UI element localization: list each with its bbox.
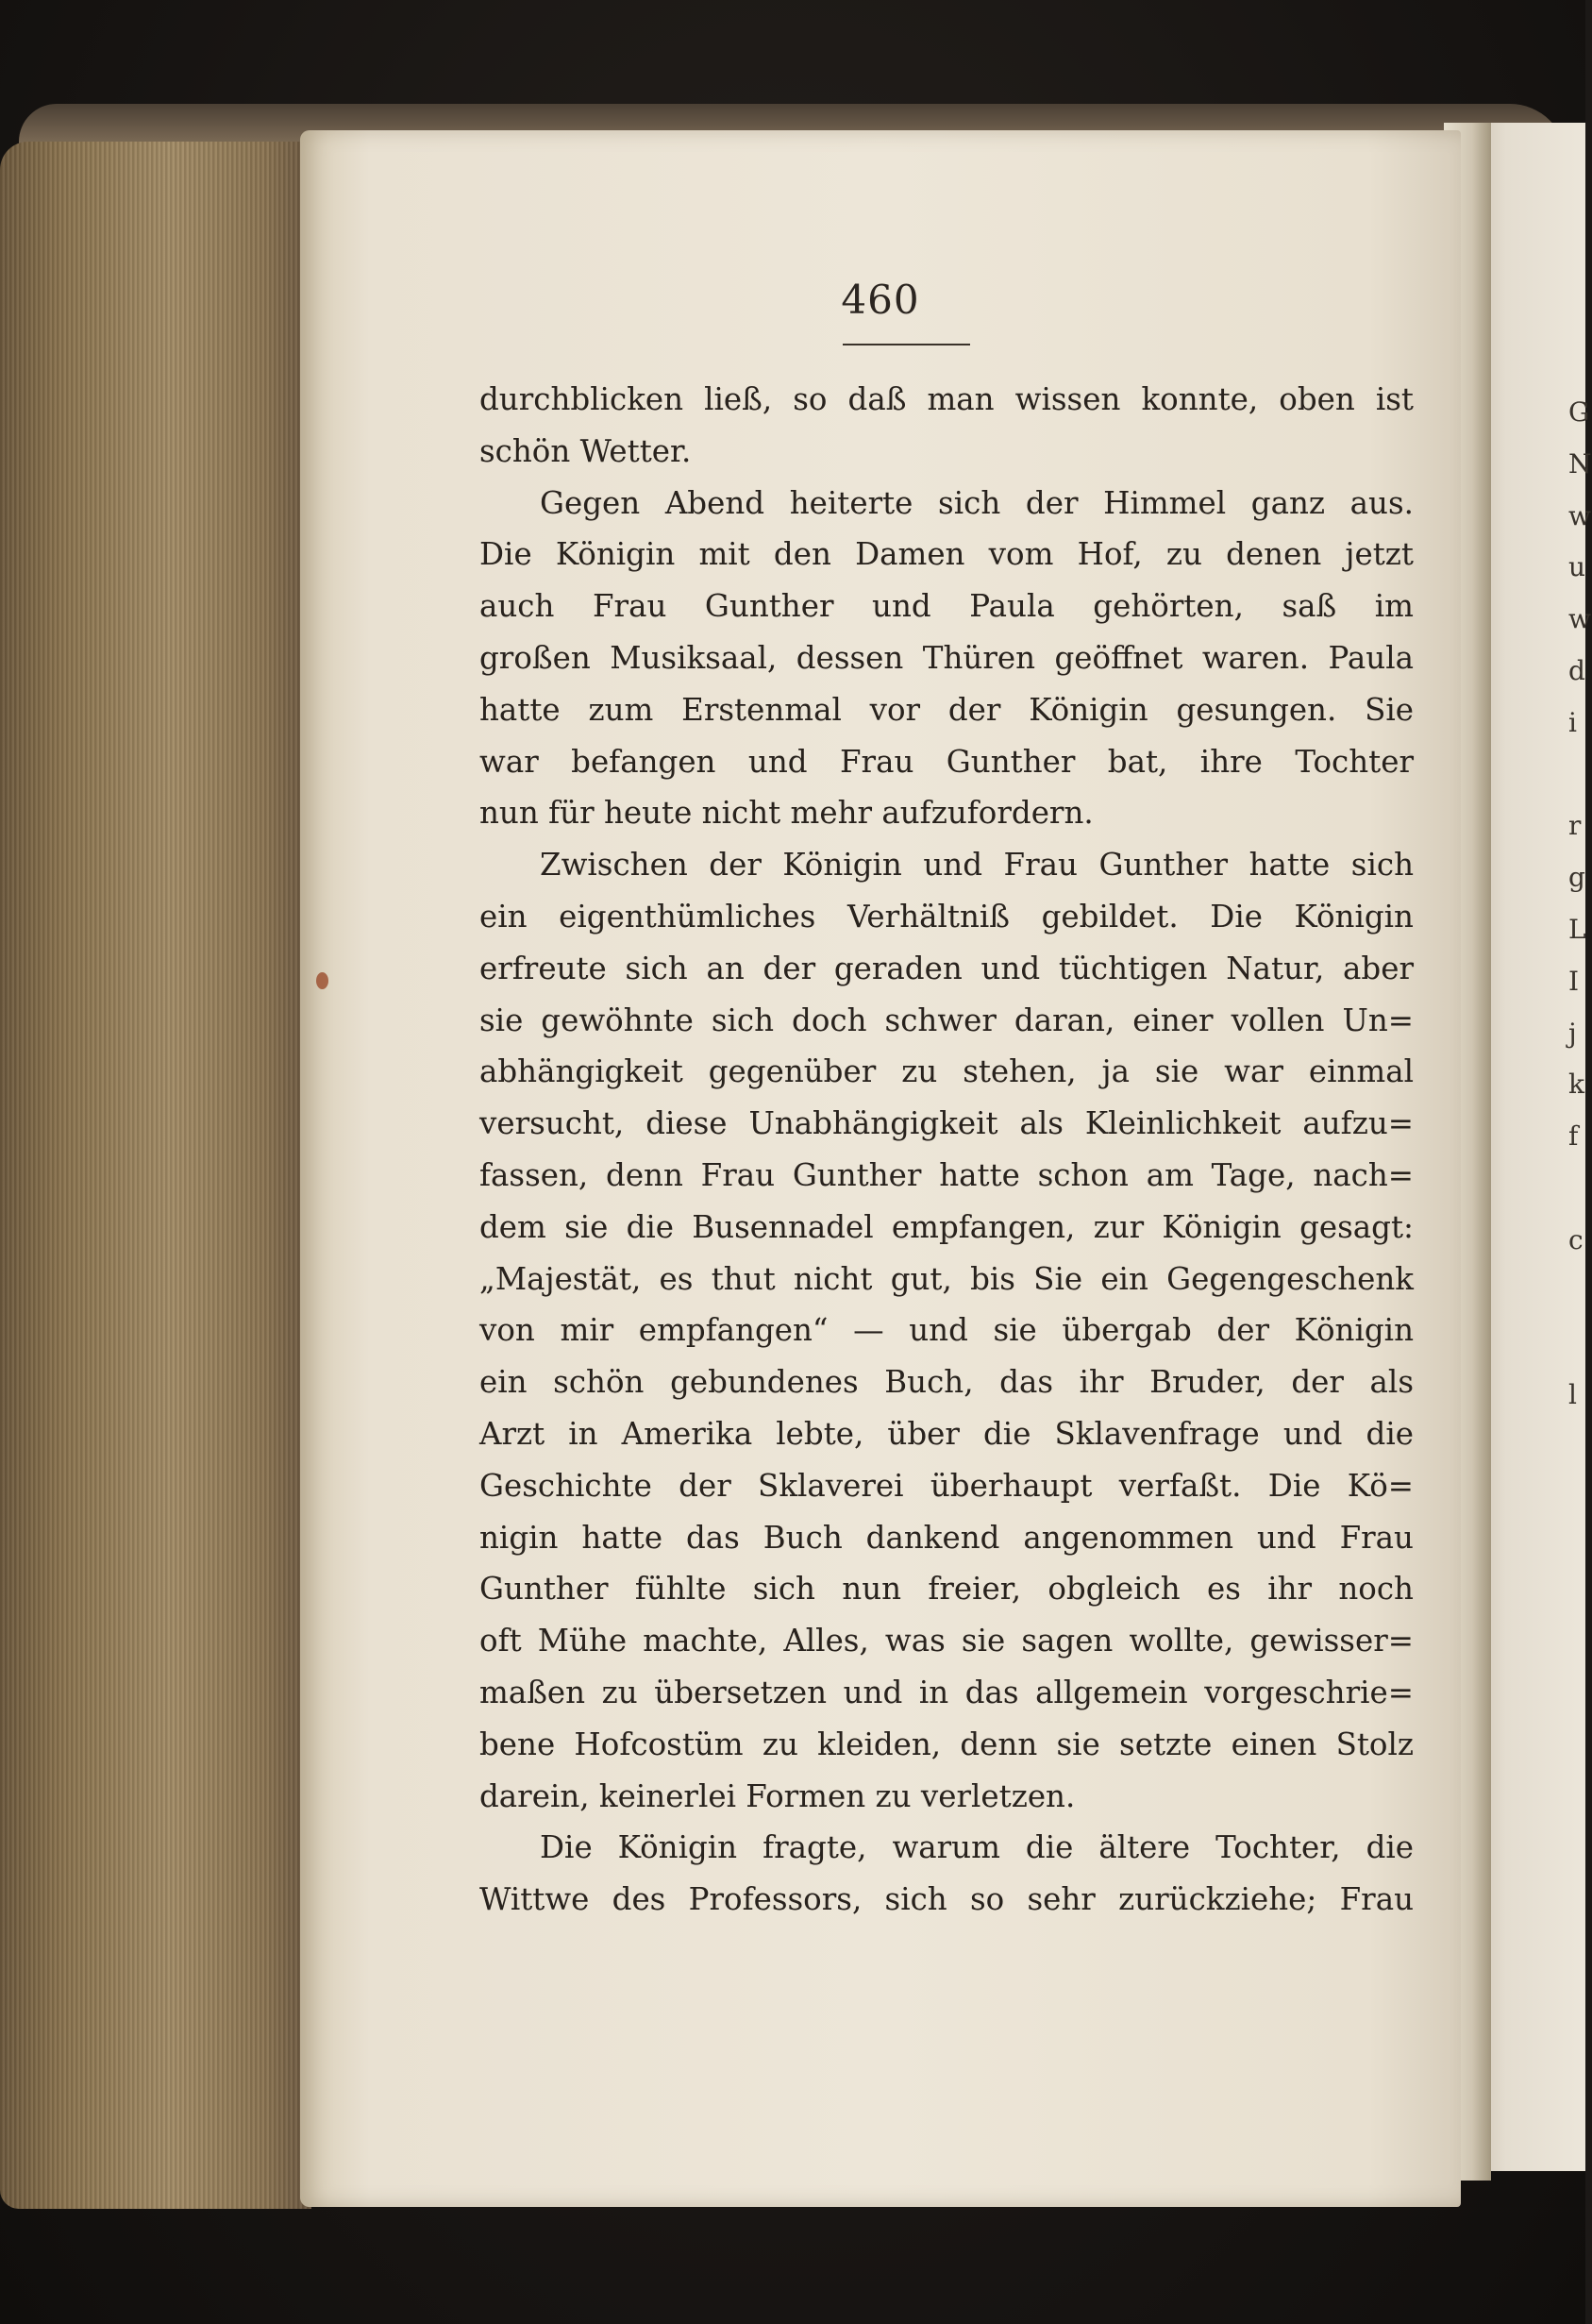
facing-page-fragment: w [1568, 499, 1591, 531]
facing-page-fragment [1568, 1267, 1585, 1319]
facing-page-fragment: f [1568, 1120, 1579, 1153]
text-line: Wittwe des Professors, sich so sehr zurückziehe; Frau [479, 1881, 1414, 1918]
facing-page-fragment: i [1568, 706, 1577, 738]
page-block-edges [0, 142, 311, 2209]
ink-blot [316, 972, 328, 989]
facing-page-fragment: L [1568, 913, 1586, 945]
facing-page-fragment [1568, 1163, 1585, 1215]
text-line: schön Wetter. [479, 432, 692, 469]
text-line: „Majestät, es thut nicht gut, bis Sie ein Gegengeschenk [479, 1260, 1414, 1297]
text-line: oft Mühe machte, Alles, was sie sagen wollte, gewisser= [479, 1623, 1414, 1659]
facing-page-fragment: r [1568, 810, 1582, 842]
facing-page-fragment: j [1568, 1017, 1577, 1049]
text-line: war befangen und Frau Gunther bat, ihre Tochter [479, 743, 1414, 780]
header-rule [843, 344, 970, 345]
text-line: Geschichte der Sklaverei überhaupt verfaßt. Die Kö= [479, 1467, 1414, 1504]
text-line: großen Musiksaal, dessen Thüren geöffnet waren. Paula [479, 639, 1414, 676]
text-line: nigin hatte das Buch dankend angenommen und Frau [479, 1519, 1414, 1556]
text-line: von mir empfangen“ — und sie übergab der Königin [479, 1312, 1414, 1349]
text-line: hatte zum Erstenmal vor der Königin gesungen. Sie [479, 691, 1414, 728]
text-line: Arzt in Amerika lebte, über die Sklavenfrage und die [479, 1415, 1414, 1452]
facing-page-fragment: u [1568, 551, 1586, 583]
text-line: abhängigkeit gegenüber zu stehen, ja sie war einmal [479, 1053, 1414, 1090]
text-line: Die Königin mit den Damen vom Hof, zu denen jetzt [479, 536, 1414, 573]
text-line: nun für heute nicht mehr aufzufordern. [479, 795, 1094, 832]
page-text [479, 374, 1414, 1926]
text-line: Zwischen der Königin und Frau Gunther hatte sich [540, 847, 1414, 884]
text-line: Gunther fühlte sich nun freier, obgleich es ihr noch [479, 1571, 1414, 1608]
facing-page-fragment: w [1568, 603, 1591, 635]
facing-page-fragment [1568, 1318, 1585, 1370]
facing-page-fragment [1568, 749, 1585, 801]
text-line: dem sie die Busennadel empfangen, zur Königin gesagt: [479, 1208, 1414, 1245]
facing-page-fragment: g [1568, 862, 1585, 894]
text-line: darein, keinerlei Formen zu verletzen. [479, 1777, 1076, 1814]
facing-page-fragment: k [1568, 1069, 1584, 1101]
facing-page-fragment: G [1568, 396, 1590, 428]
facing-page-fragment: d [1568, 654, 1585, 686]
text-line: Gegen Abend heiterte sich der Himmel ganz aus. [540, 484, 1414, 521]
text-line: sie gewöhnte sich doch schwer daran, einer vollen Un= [479, 1002, 1414, 1038]
text-line: maßen zu übersetzen und in das allgemein vorgeschrie= [479, 1674, 1414, 1710]
facing-page-fragment: I [1568, 965, 1580, 997]
text-line: Die Königin fragte, warum die ältere Tochter, die [540, 1829, 1414, 1866]
text-line: bene Hofcostüm zu kleiden, denn sie setzte einen Stolz [479, 1726, 1414, 1762]
left-page [300, 130, 1461, 2207]
text-line: versucht, diese Unabhängigkeit als Kleinlichkeit aufzu= [479, 1105, 1414, 1142]
text-line: ein eigenthümliches Verhältniß gebildet. Die Königin [479, 898, 1414, 935]
facing-page-fragment: l [1568, 1379, 1577, 1411]
facing-page-fragment: N [1568, 447, 1592, 480]
page-number: 460 [841, 277, 920, 323]
text-line: fassen, denn Frau Gunther hatte schon am Tage, nach= [479, 1156, 1414, 1193]
facing-page-fragment: c [1568, 1223, 1584, 1255]
text-line: erfreute sich an der geraden und tüchtigen Natur, aber [479, 950, 1414, 986]
text-line: ein schön gebundenes Buch, das ihr Bruder, der als [479, 1364, 1414, 1401]
open-book [0, 104, 1592, 2209]
text-line: durchblicken ließ, so daß man wissen konnte, oben ist [479, 381, 1414, 417]
facing-page-text-fragments [1568, 387, 1592, 1422]
text-line: auch Frau Gunther und Paula gehörten, saß im [479, 588, 1414, 625]
